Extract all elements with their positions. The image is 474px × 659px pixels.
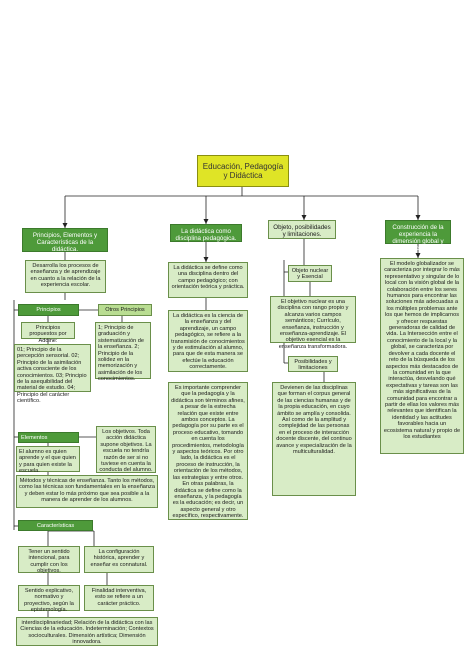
col4-header-text: Construcción de la experiencia la dimensión global y local. <box>392 224 444 252</box>
col3-header-text: Objeto, posibilidades y limitaciones. <box>273 224 331 238</box>
col4-header <box>385 220 451 252</box>
col2-header <box>170 224 242 242</box>
elementos-label <box>18 432 79 443</box>
addine-list <box>14 344 91 405</box>
col1-header <box>22 228 108 252</box>
caracteristica-1-text: Tener un sentido intencional, para cumplir con los objetivos. <box>28 549 70 575</box>
col2-box-2-text: La didáctica es la ciencia de la enseñanza y del aprendizaje, un campo pedagógico, se refiere a la transmisión de conocimientos y de estimulación al alumno, para que de esta manera se efectúe la educación correctamente. <box>171 313 245 371</box>
caracteristica-3 <box>18 585 80 614</box>
posibilidades-label-text: Posibilidades y limitaciones <box>294 359 332 372</box>
col2-header-text: La didáctica como disciplina pedagógica. <box>175 228 237 242</box>
addine-title-text: Principios propuestos por Addine: <box>29 325 67 344</box>
caracteristica-4-text: Finalidad interventiva, esto se refiere a un carácter práctico. <box>91 588 147 607</box>
col2-box-2 <box>168 310 248 372</box>
elemento-metodos <box>16 475 158 508</box>
col2-box-3 <box>168 382 248 520</box>
objeto-label-text: Objeto nuclear y Esencial <box>291 268 329 281</box>
elemento-objetivos <box>96 426 156 473</box>
caracteristica-5-text: interdisciplinariedad; Relación de la didáctica con las Ciencias de la educación. Indeterminación; Contextos socioculturales. Dimensión artística; Dimensión innovadora. <box>20 620 154 646</box>
posibilidades-text-text: Devienen de las disciplinas que forman el corpus general de las ciencias humanas y de la propia educación, en cuyo ámbito se amplía y consolida. Así como de la amplitud y complejidad de las personas en el proceso de interacción docente discente, del continuo avance y especialización de la multiculturalidad. <box>276 385 352 456</box>
col4-text-text: El modelo globalizador se caracteriza por integrar lo más representativo y singular de lo local con la visión global de la colaboración entre los seres humanos para encontrar las soluciones más adecuadas a los múltiples problemas ante los que hemos de implicarnos y ofrecer respuestas generadoras de calidad de vida. La Intersección entre el conocimiento de la local y la global, se caracteriza por devolver a cada docente el reto de la búsqueda de los aspectos más destacados de la comunidad en la que interactúa, desvelando qué expectativas y tareas son las más significativas de la comunidad para encontrar a partir de ellas los valores más relevantes que identifican la identidad y las actitudes favorables hacia un ecosistema natural y propio de los estudiantes <box>383 261 461 440</box>
col3-header <box>268 220 336 239</box>
col2-box-1 <box>168 262 248 298</box>
root-title: Educación, Pedagogía y Didáctica <box>202 162 284 180</box>
caracteristica-4 <box>84 585 154 611</box>
caracteristica-1 <box>18 546 80 573</box>
otros-principios-label-text: Otros Principios <box>105 307 145 313</box>
col1-header-text: Principios, Elementos y Características de la didáctica. <box>32 232 98 253</box>
elementos-label-text: Elementos <box>21 435 48 441</box>
elemento-alumno-text: El alumno es quien aprende y el que quien y para quien existe la escuela. <box>19 449 76 475</box>
col4-text <box>380 258 464 454</box>
otros-principios-label <box>98 304 152 316</box>
col2-box-1-text: La didáctica se define como una disciplina dentro del campo pedagógico; con orientación teórica y práctica. <box>171 265 245 291</box>
posibilidades-text <box>272 382 356 496</box>
otros-list-text: 1; Principio de graduación y sistematización de la enseñanza. 2; Principio de la solidez en la memorización y asimilación de los conocimientos. <box>98 325 145 383</box>
posibilidades-label <box>288 356 338 372</box>
addine-list-text: 01; Principio de la percepción sensorial. 02; Principio de la asimilación activa consciente de los conocimientos. 03; Principio de la asequibilidad del material de estudio. 04; Principio del carácter científico. <box>17 347 87 405</box>
col2-box-3-text: Es importante comprender que la pedagogía y la didáctica son términos afines, a pesar de la estrecha relación que existe entre ambos conceptos. La pedagogía por su parte es el proceso educativo, tomando en cuenta los procedimientos, metodología y aspectos teóricos. Por otro lado, la didáctica es el proceso de instrucción, la orientación de los métodos, las estrategias y entre otros. En otras palabras, la didáctica se define como la enseñanza, y la pedagogía es la educación; es decir, un aspecto general y otro específico, respectivamente. <box>171 385 245 520</box>
col1-intro-text: Desarrolla los procesos de enseñanza y de aprendizaje en cuanto a la relación de la experiencia escolar. <box>30 263 101 289</box>
col1-intro <box>25 260 106 293</box>
caracteristica-2-text: La configuración histórica, aprender y enseñar es connatural. <box>90 549 148 568</box>
objeto-label <box>288 265 332 282</box>
elemento-alumno <box>16 446 80 475</box>
objeto-text <box>270 296 356 350</box>
root-node <box>197 155 289 187</box>
caracteristica-3-text: Sentido explicativo, normativo y proyectivo, según la epistemología. <box>24 588 74 614</box>
elemento-metodos-text: Métodos y técnicas de enseñanza. Tanto los métodos, como las técnicas son fundamentales en la enseñanza y deben estar lo más próximo que sea posible a la manera de aprender de los alumnos. <box>19 478 155 504</box>
caracteristicas-label <box>18 520 93 531</box>
caracteristica-2 <box>84 546 154 573</box>
caracteristicas-label-text: Características <box>36 523 75 529</box>
caracteristica-5 <box>16 617 158 646</box>
addine-title <box>21 322 75 344</box>
principios-label-text: Principios <box>36 307 61 313</box>
otros-list <box>95 322 151 383</box>
elemento-objetivos-text: Los objetivos. Toda acción didáctica supone objetivos. La escuela no tendría razón de ser si no tuviese en cuenta la conducta del alumno. <box>99 429 153 474</box>
principios-label <box>18 304 79 316</box>
objeto-text-text: El objetivo nuclear es una disciplina con rango propio y alcanza varios campos semánticos; Currículo, enseñanza, instrucción y enseñanza-aprendizaje. El objetivo esencial es la enseñanza transformadora. <box>277 299 349 350</box>
